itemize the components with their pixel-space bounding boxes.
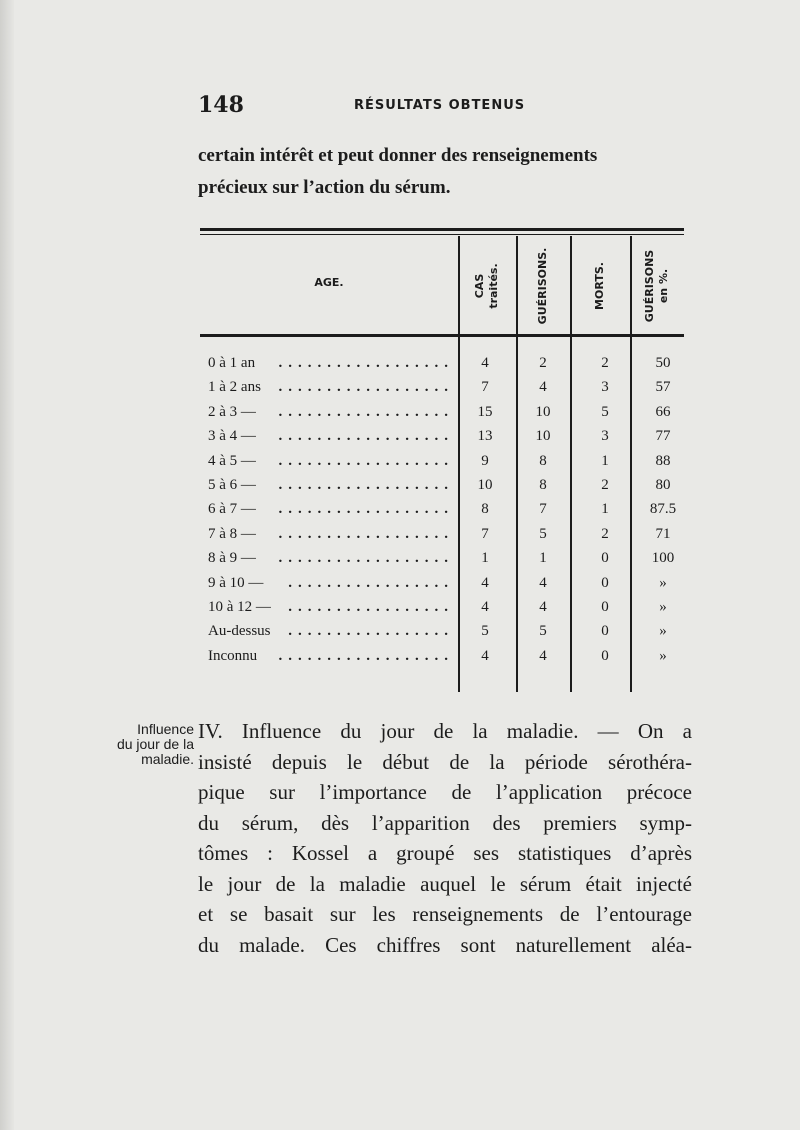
pct-cell: 57 bbox=[655, 379, 671, 396]
cas-cell: 1 bbox=[481, 550, 489, 567]
cas-cell: 5 bbox=[481, 623, 489, 640]
morts-cell: 0 bbox=[601, 574, 609, 591]
guerisons-cell: 4 bbox=[539, 574, 547, 591]
morts-cell: 5 bbox=[601, 403, 609, 420]
body-line: tômes : Kossel a groupé ses statistiques d’après bbox=[198, 841, 692, 865]
morts-cell: 0 bbox=[601, 598, 609, 615]
age-cell: 2 à 3 — bbox=[208, 403, 256, 420]
body-line: du malade. Ces chiffres sont naturellement aléa- bbox=[198, 932, 692, 957]
table-top-rule-thin bbox=[200, 234, 684, 235]
dot-leader: .................. bbox=[278, 452, 454, 469]
morts-cell: 1 bbox=[601, 452, 609, 469]
morts-cell: 3 bbox=[601, 379, 609, 396]
table-row bbox=[200, 572, 684, 596]
dot-leader: .................. bbox=[278, 501, 454, 518]
morts-cell: 0 bbox=[601, 550, 609, 567]
table-row bbox=[200, 547, 684, 571]
morts-cell: 0 bbox=[601, 647, 609, 664]
body-line: insisté depuis le début de la période sérothéra- bbox=[198, 749, 692, 774]
dot-leader: .................. bbox=[278, 379, 454, 396]
morts-cell: 2 bbox=[601, 476, 609, 493]
pct-cell: 88 bbox=[655, 452, 671, 469]
header-cas-line: traités. bbox=[487, 263, 500, 309]
guerisons-cell: 7 bbox=[539, 501, 547, 518]
body-line: pique sur l’importance de l’application précoce bbox=[198, 780, 692, 804]
age-cell: 6 à 7 — bbox=[208, 501, 256, 518]
pct-cell: 80 bbox=[655, 476, 671, 493]
intro-line: certain intérêt et peut donner des renseignements bbox=[198, 145, 598, 166]
cas-cell: 9 bbox=[481, 452, 489, 469]
age-cell: Inconnu bbox=[208, 647, 258, 664]
cas-cell: 7 bbox=[481, 525, 489, 542]
pct-cell: » bbox=[659, 647, 667, 664]
cas-cell: 4 bbox=[481, 647, 489, 664]
pct-cell: 87.5 bbox=[649, 501, 677, 518]
guerisons-cell: 10 bbox=[535, 403, 551, 420]
pct-cell: 50 bbox=[655, 355, 671, 371]
age-results-table bbox=[200, 228, 684, 688]
dot-leader: ................. bbox=[288, 623, 454, 640]
morts-cell: 2 bbox=[601, 355, 609, 371]
dot-leader: .................. bbox=[278, 403, 454, 420]
body-line: le jour de la maladie auquel le sérum était injecté bbox=[198, 871, 692, 896]
dot-leader: ................. bbox=[288, 574, 454, 591]
table-row bbox=[200, 401, 684, 425]
pct-cell: 77 bbox=[655, 428, 671, 445]
dot-leader: .................. bbox=[278, 525, 454, 542]
guerisons-cell: 8 bbox=[539, 476, 547, 493]
margin-note-line: Influence bbox=[137, 721, 194, 737]
cas-cell: 4 bbox=[481, 574, 489, 591]
intro-paragraph bbox=[198, 140, 688, 204]
dot-leader: .................. bbox=[278, 550, 454, 567]
body-paragraph bbox=[198, 716, 692, 960]
header-morts: MORTS. bbox=[593, 262, 606, 310]
header-guerisons: GUÉRISONS. bbox=[536, 247, 549, 325]
morts-cell: 1 bbox=[601, 501, 609, 518]
header-pct-line: en %. bbox=[657, 268, 670, 304]
table-row bbox=[200, 523, 684, 547]
table-row bbox=[200, 645, 684, 669]
body-line: du sérum, dès l’apparition des premiers symp- bbox=[198, 810, 692, 835]
age-cell: Au-dessus bbox=[208, 623, 271, 640]
guerisons-cell: 10 bbox=[535, 428, 551, 445]
age-cell: 9 à 10 — bbox=[208, 574, 264, 591]
age-cell: 5 à 6 — bbox=[208, 476, 256, 493]
table-top-rule bbox=[200, 228, 684, 231]
pct-cell: » bbox=[659, 623, 667, 640]
guerisons-cell: 8 bbox=[539, 452, 547, 469]
dot-leader: .................. bbox=[278, 355, 454, 371]
cas-cell: 4 bbox=[481, 355, 489, 371]
header-cas-line: CAS bbox=[473, 273, 486, 299]
guerisons-cell: 1 bbox=[539, 550, 547, 567]
page-header bbox=[198, 92, 688, 122]
pct-cell: 71 bbox=[655, 525, 671, 542]
pct-cell: » bbox=[659, 598, 667, 615]
pct-cell: » bbox=[659, 574, 667, 591]
table-row bbox=[200, 620, 684, 644]
header-cas bbox=[473, 236, 501, 336]
body-line: IV. Influence du jour de la maladie. — On a bbox=[198, 719, 692, 743]
table-row bbox=[200, 450, 684, 474]
dot-leader: ................. bbox=[288, 598, 454, 615]
cas-cell: 15 bbox=[477, 403, 493, 420]
morts-cell: 2 bbox=[601, 525, 609, 542]
table-row bbox=[200, 376, 684, 400]
guerisons-cell: 4 bbox=[539, 598, 547, 615]
guerisons-cell: 5 bbox=[539, 525, 547, 542]
page-number: 148 bbox=[198, 92, 244, 118]
table-header-rule bbox=[200, 334, 684, 337]
cas-cell: 13 bbox=[477, 428, 493, 445]
age-cell: 10 à 12 — bbox=[208, 598, 271, 615]
table-row bbox=[200, 352, 684, 376]
table-row bbox=[200, 596, 684, 620]
margin-note bbox=[96, 722, 194, 767]
dot-leader: .................. bbox=[278, 476, 454, 493]
pct-cell: 100 bbox=[651, 550, 675, 567]
dot-leader: .................. bbox=[278, 428, 454, 445]
intro-line: précieux sur l’action du sérum. bbox=[198, 177, 451, 198]
guerisons-cell: 4 bbox=[539, 647, 547, 664]
guerisons-cell: 4 bbox=[539, 379, 547, 396]
table-row bbox=[200, 498, 684, 522]
running-title: RÉSULTATS OBTENUS bbox=[354, 98, 526, 113]
header-age: AGE. bbox=[314, 276, 344, 289]
table-body bbox=[200, 352, 684, 669]
age-cell: 7 à 8 — bbox=[208, 525, 256, 542]
margin-note-line: maladie. bbox=[141, 751, 194, 767]
header-pct-line: GUÉRISONS bbox=[643, 249, 656, 323]
age-cell: 4 à 5 — bbox=[208, 452, 256, 469]
cas-cell: 10 bbox=[477, 476, 493, 493]
cas-cell: 8 bbox=[481, 501, 489, 518]
pct-cell: 66 bbox=[655, 403, 671, 420]
scan-edge bbox=[0, 0, 14, 1130]
dot-leader: .................. bbox=[278, 647, 454, 664]
cas-cell: 7 bbox=[481, 379, 489, 396]
guerisons-cell: 5 bbox=[539, 623, 547, 640]
body-line: et se basait sur les renseignements de l’entourage bbox=[198, 902, 692, 926]
age-cell: 8 à 9 — bbox=[208, 550, 256, 567]
morts-cell: 3 bbox=[601, 428, 609, 445]
header-pct bbox=[643, 236, 671, 336]
age-cell: 0 à 1 an bbox=[208, 355, 256, 371]
morts-cell: 0 bbox=[601, 623, 609, 640]
table-row bbox=[200, 425, 684, 449]
guerisons-cell: 2 bbox=[539, 355, 547, 371]
table-row bbox=[200, 474, 684, 498]
margin-note-line: du jour de la bbox=[116, 736, 194, 752]
cas-cell: 4 bbox=[481, 598, 489, 615]
age-cell: 1 à 2 ans bbox=[208, 379, 261, 396]
age-cell: 3 à 4 — bbox=[208, 428, 256, 445]
